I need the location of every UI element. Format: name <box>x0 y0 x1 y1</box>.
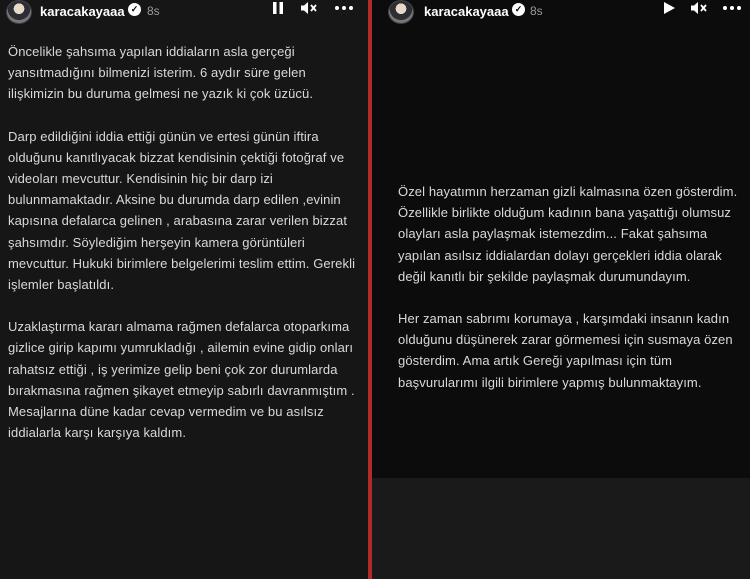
mute-icon[interactable] <box>300 1 318 18</box>
story-header <box>0 0 368 24</box>
story-header <box>372 0 750 24</box>
more-icon[interactable] <box>334 1 354 18</box>
avatar[interactable] <box>6 0 32 24</box>
verified-badge-icon: ✓ <box>512 3 525 16</box>
story-text <box>8 41 360 464</box>
story-paragraph-1: Öncelikle şahsıma yapılan iddiaların asla gerçeği yansıtmadığını bilmenizi isterim. 6 aydır süre gelen ilişkimizin bu duruma gelmesi ne yazık ki çok üzücü. <box>8 44 314 102</box>
play-icon[interactable] <box>662 1 676 18</box>
verified-badge-icon: ✓ <box>128 3 141 16</box>
avatar[interactable] <box>388 0 414 24</box>
story-paragraph-3: Uzaklaştırma kararı almama rağmen defalarca otoparkıma gizlice girip kapımı yumrukladığı , ailemin evine gidip onları rahatsız ettiği , iş yerimize gelip beni çok zor durumlarda bırakmasına rağmen şikayet etmeyip sabırlı davranmıştım . Mesajlarına düne kadar cevap vermedim ve bu asılsız iddialarla karşı karşıya kaldım. <box>8 319 355 441</box>
story-paragraph-1: Özel hayatımın herzaman gizli kalmasına özen gösterdim. Özellikle birlikte olduğum kadının bana yaşattığı olumsuz olayları asla paylaşmak istemezdim... Fakat şahsıma yapılan asılsız iddialardan dolayı gerçekleri iddia olarak değil kanıtlı bir şekilde paylaşmak durumundayım. <box>398 184 738 284</box>
story-time: 8s <box>147 4 160 18</box>
story-paragraph-2: Darp edildiğini iddia ettiği günün ve ertesi günün iftira olduğunu kanıtlıyacak bizzat kendisinin çektiği fotoğraf ve videoları mevcuttur. Kendisinin hiç bir darp izi bulunmamaktadır. Aksine bu durumda darp edilen ,evinin kapısına defalarca gelinen , arabasına zarar verilen bizzat şahsımdır. Söylediğim herşeyin kamera görüntüleri mevcuttur. Hukuki birimlere belgelerimi teslim ettim. Gerekli işlemler başlatıldı. <box>8 128 356 293</box>
left-story-panel <box>0 0 368 579</box>
story-text <box>398 181 738 414</box>
pause-icon[interactable] <box>272 1 284 18</box>
story-paragraph-2: Her zaman sabrımı korumaya , karşımdaki insanın kadın olduğunu düşünerek zarar görmemesi için susmaya özen gösterdim. Ama artık Gereği yapılması için tüm başvurularımı ilgili birimlere yapmış bulunmaktayım. <box>398 311 733 390</box>
story-bottom-area <box>372 478 750 579</box>
story-time: 8s <box>530 4 543 18</box>
mute-icon[interactable] <box>690 1 708 18</box>
more-icon[interactable] <box>722 1 742 18</box>
right-story-panel <box>372 0 750 579</box>
username[interactable]: karacakayaaa <box>424 4 509 19</box>
username[interactable]: karacakayaaa <box>40 4 125 19</box>
